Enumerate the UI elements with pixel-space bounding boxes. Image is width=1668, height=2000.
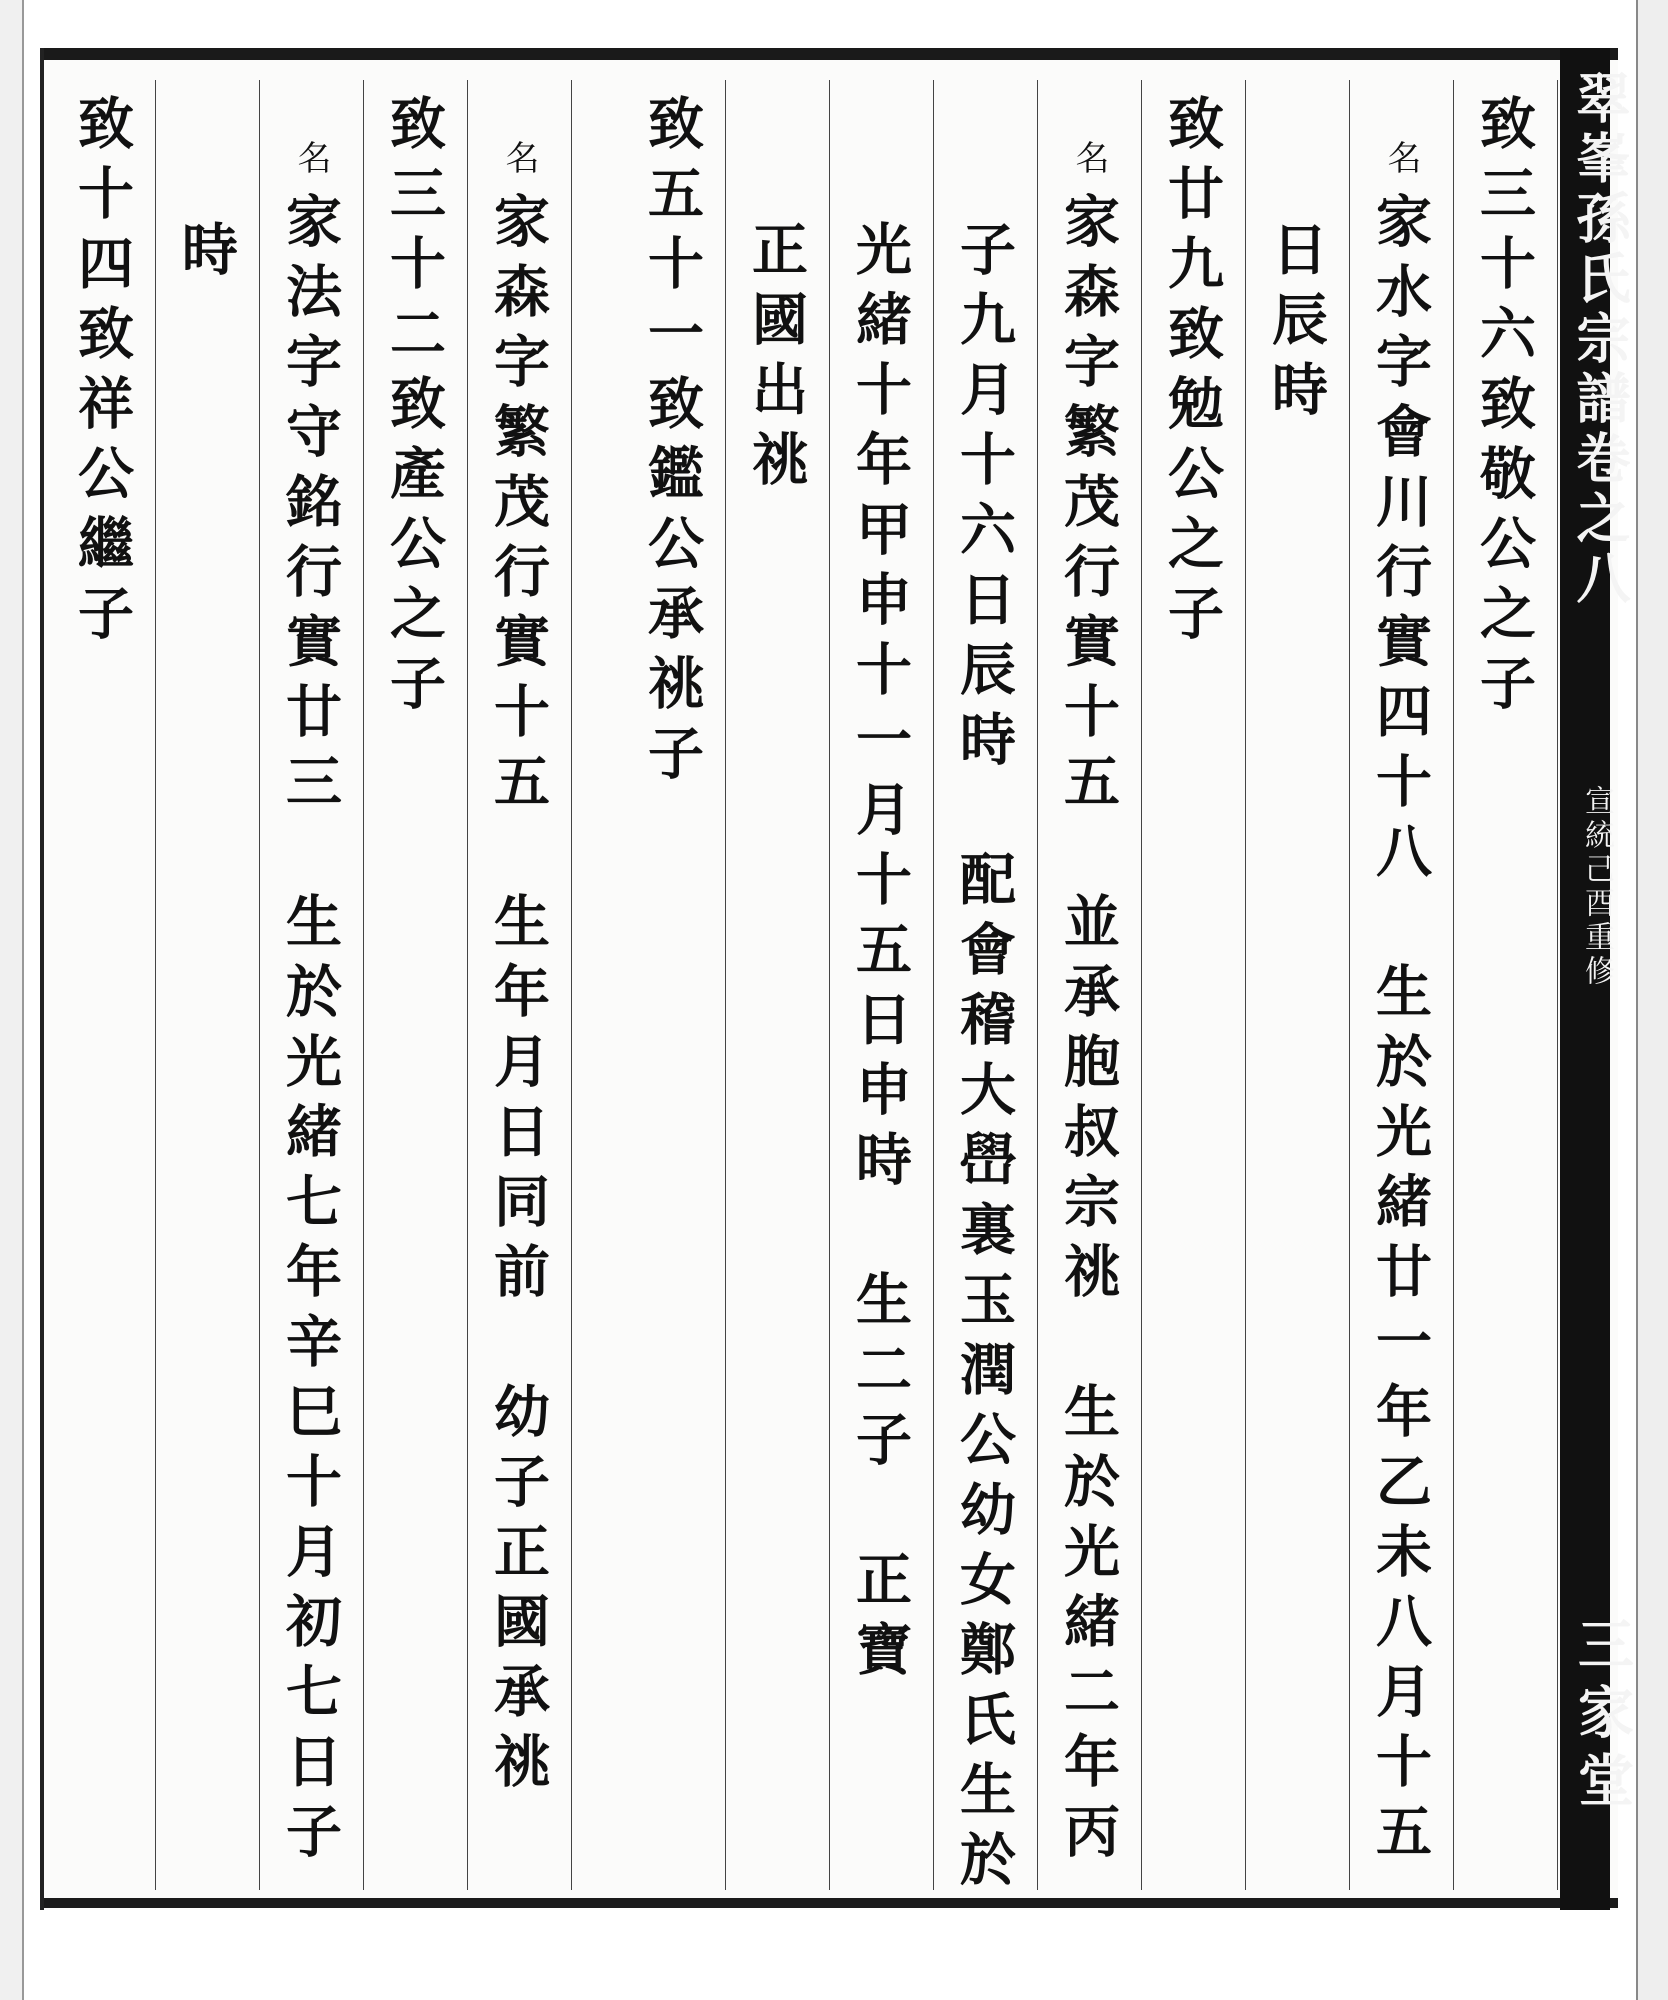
text-column bbox=[260, 80, 364, 1890]
page-border-left bbox=[40, 48, 44, 1910]
generation-heading: 致十四致祥公繼子 bbox=[69, 94, 135, 654]
record-text: 家水字會川行實四十八 生於光緒廿一年乙未八月十五 bbox=[1367, 192, 1433, 1872]
text-column bbox=[830, 80, 934, 1890]
edition-note: 宣統己酉重修 bbox=[1579, 785, 1614, 989]
text-column bbox=[1246, 80, 1350, 1890]
book-title-text: 翠峯孫氏宗譜 bbox=[1568, 70, 1632, 430]
text-column bbox=[364, 80, 468, 1890]
volume-number: 卷之八 bbox=[1568, 430, 1632, 610]
record-text: 時 bbox=[173, 220, 239, 290]
record-text: 家法字守銘行實廿三 生於光緒七年辛巳十月初七日子 bbox=[277, 192, 343, 1872]
generation-heading: 致三十二致產公之子 bbox=[381, 94, 447, 724]
name-note: 名 bbox=[499, 140, 539, 180]
name-note: 名 bbox=[291, 140, 331, 180]
generation-heading: 致廿九致勉公之子 bbox=[1159, 94, 1225, 654]
record-text: 家森字繁茂行實十五 生年月日同前 幼子正國承祧 bbox=[485, 192, 551, 1802]
text-column bbox=[156, 80, 260, 1890]
previous-page-edge bbox=[0, 0, 24, 2000]
text-column bbox=[1142, 80, 1246, 1890]
generation-heading: 致五十一致鑑公承祧子 bbox=[639, 94, 705, 794]
record-text: 日辰時 bbox=[1263, 220, 1329, 430]
record-text: 光緒十年甲申十一月十五日申時 生二子 正寶 bbox=[847, 220, 913, 1690]
hall-name: 三家堂 bbox=[1569, 1615, 1635, 1819]
book-title bbox=[1562, 70, 1639, 610]
page-border-bottom bbox=[40, 1898, 1618, 1908]
text-column bbox=[52, 80, 156, 1890]
text-column bbox=[726, 80, 830, 1890]
text-column bbox=[1454, 80, 1558, 1890]
name-note: 名 bbox=[1069, 140, 1109, 180]
page-border-top bbox=[40, 48, 1618, 60]
text-column bbox=[934, 80, 1038, 1900]
text-column bbox=[622, 80, 726, 1890]
record-text: 子九月十六日辰時 配會稽大嶨裏玉潤公幼女鄭氏生於 bbox=[951, 220, 1017, 1900]
generation-heading: 致三十六致敬公之子 bbox=[1471, 94, 1537, 724]
record-text: 家森字繁茂行實十五 並承胞叔宗祧 生於光緒二年丙 bbox=[1055, 192, 1121, 1872]
text-column bbox=[1350, 80, 1454, 1890]
record-text: 正國出祧 bbox=[743, 220, 809, 500]
text-column bbox=[468, 80, 572, 1890]
text-column bbox=[1038, 80, 1142, 1890]
name-note: 名 bbox=[1381, 140, 1421, 180]
